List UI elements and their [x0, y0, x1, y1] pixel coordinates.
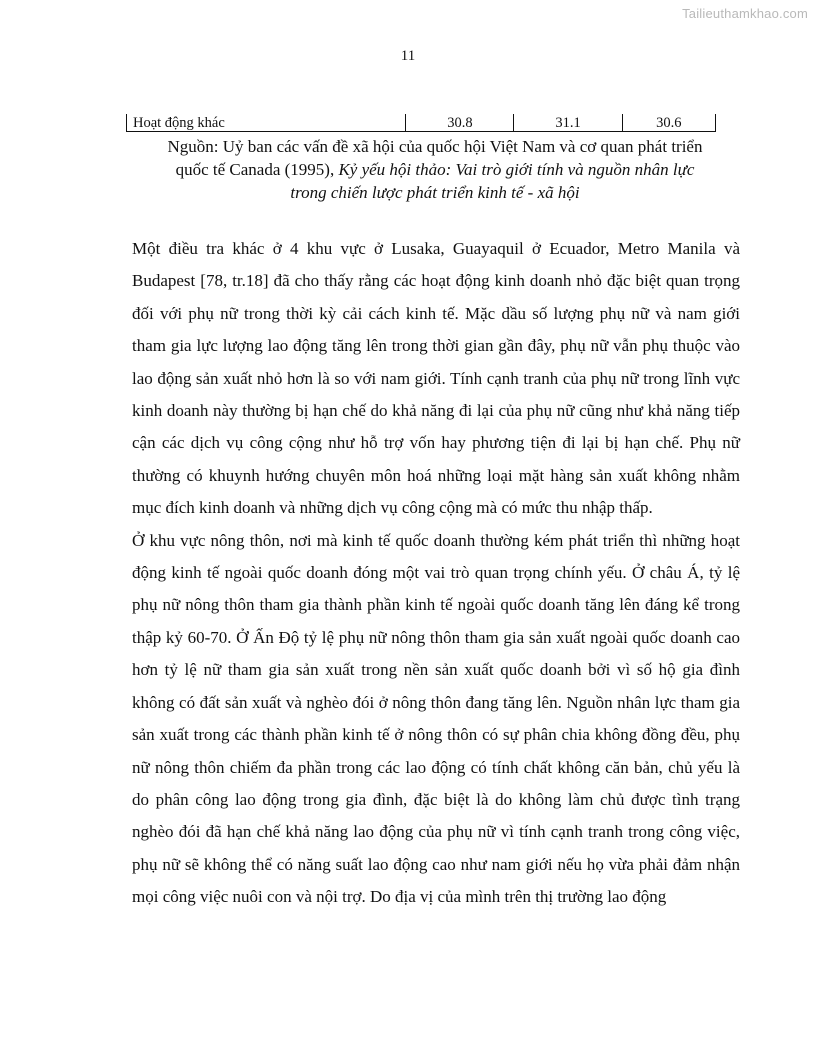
source-title: Kỷ yếu hội thảo: Vai trò giới tính và nguồn nhân lực: [338, 160, 695, 179]
table-cell-label: Hoạt động khác: [126, 114, 405, 132]
page-number: 11: [400, 48, 416, 64]
table-cell-value: 31.1: [513, 114, 621, 132]
body-text: [132, 233, 740, 914]
table-row: [126, 114, 716, 132]
watermark: Tailieuthamkhao.com: [682, 6, 808, 21]
source-line-1: Nguồn: Uỷ ban các vấn đề xã hội của quốc hội Việt Nam và cơ quan phát triển: [167, 137, 703, 156]
table-cell-value: 30.6: [622, 114, 716, 132]
source-title-continued: trong chiến lược phát triển kinh tế - xã hội: [290, 183, 580, 202]
source-line-2-normal: quốc tế Canada (1995),: [175, 160, 339, 179]
source-line-2: [130, 158, 740, 181]
paragraph: Một điều tra khác ở 4 khu vực ở Lusaka, Guayaquil ở Ecuador, Metro Manila và Budapest [78, tr.18] đã cho thấy rằng các hoạt động kinh doanh nhỏ đặc biệt quan trọng đối với phụ nữ trong thời kỳ cải cách kinh tế. Mặc dầu số lượng phụ nữ và nam giới tham gia lực lượng lao động tăng lên trong thời gian gần đây, phụ nữ vẫn phụ thuộc vào lao động sản xuất nhỏ hơn là so với nam giới. Tính cạnh tranh của phụ nữ trong lĩnh vực kinh doanh này thường bị hạn chế do khả năng đi lại của phụ nữ cũng như khả năng tiếp cận các dịch vụ công cộng như hỗ trợ vốn hay phương tiện đi lại bị hạn chế. Phụ nữ thường có khuynh hướng chuyên môn hoá những loại mặt hàng sản xuất không nhằm mục đích kinh doanh và những dịch vụ công cộng mà có mức thu nhập thấp.: [132, 239, 740, 518]
source-citation: [130, 135, 740, 204]
table-cell-value: 30.8: [405, 114, 513, 132]
paragraph: Ở khu vực nông thôn, nơi mà kinh tế quốc doanh thường kém phát triển thì những hoạt động kinh tế ngoài quốc doanh đóng một vai trò quan trọng chính yếu. Ở châu Á, tỷ lệ phụ nữ nông thôn tham gia thành phần kinh tế ngoài quốc doanh tăng lên đáng kể trong thập kỷ 60-70. Ở Ấn Độ tỷ lệ phụ nữ nông thôn tham gia sản xuất ngoài quốc doanh cao hơn tỷ lệ nữ tham gia sản xuất trong nền sản xuất quốc doanh bởi vì số hộ gia đình không có đất sản xuất và nghèo đói ở nông thôn đang tăng lên. Nguồn nhân lực tham gia sản xuất trong các thành phần kinh tế ở nông thôn có sự phân chia không đồng đều, phụ nữ nông thôn chiếm đa phần trong các lao động có tính chất không căn bản, chủ yếu là do phân công lao động trong gia đình, đặc biệt là do không làm chủ được tình trạng nghèo đói đã hạn chế khả năng lao động của phụ nữ vì tính cạnh tranh trong công việc, phụ nữ sẽ không thể có năng suất lao động cao như nam giới nếu họ vừa phải đảm nhận mọi công việc nuôi con và nội trợ. Do địa vị của mình trên thị trường lao động: [132, 530, 740, 907]
